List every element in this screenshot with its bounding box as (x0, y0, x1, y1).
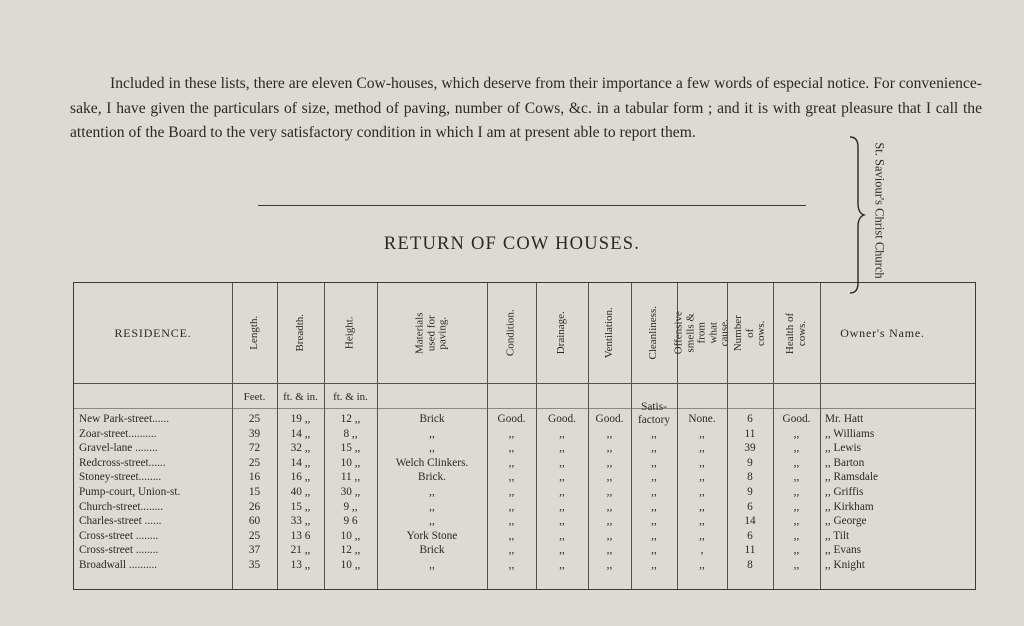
header-breadth (277, 283, 324, 383)
unit-breadth: ft. & in. (283, 391, 318, 403)
cell-residence: Cross-street ........ (79, 544, 159, 557)
cell-materials: Brick. (418, 471, 446, 484)
cell-number: 6 (747, 413, 753, 425)
brace-icon (846, 135, 866, 295)
cell-owner: ,, Lewis (825, 442, 862, 455)
cell-offensive: None. (688, 413, 716, 425)
cell-cleanliness: ,, (651, 500, 657, 513)
header-health-label: Health of cows. (783, 312, 808, 354)
cell-cleanliness: ,, (651, 486, 657, 498)
cell-height: 9 6 (343, 515, 358, 528)
cell-length: 35 (248, 559, 261, 571)
cell-condition: ,, (508, 486, 515, 498)
header-condition-label: Condition. (504, 309, 517, 357)
cell-health: ,, (793, 500, 800, 513)
cell-drainage: ,, (559, 442, 565, 455)
header-breadth-label: Breadth. (293, 314, 306, 352)
cell-owner: ,, Barton (825, 456, 865, 469)
cell-health: ,, (793, 559, 800, 571)
header-ventilation-label: Ventilation. (602, 307, 615, 359)
cell-health: ,, (793, 486, 800, 498)
cell-offensive: ,, (699, 442, 705, 455)
cell-breadth: 13 ,, (290, 559, 311, 571)
cell-owner: ,, Williams (825, 427, 875, 440)
cell-breadth: 32 ,, (290, 442, 311, 455)
cell-materials: Brick (419, 544, 445, 557)
cell-offensive: ,, (699, 515, 705, 528)
header-offensive-label: Offensive smells & from what cause. (672, 311, 731, 355)
header-height-label: Height. (343, 316, 356, 350)
cell-owner: ,, Griffis (825, 486, 864, 498)
unit-rule (74, 408, 975, 409)
cell-owner: ,, Kirkham (825, 500, 874, 513)
header-residence (74, 283, 232, 383)
cell-number: 8 (747, 559, 753, 571)
cell-number: 14 (744, 515, 756, 528)
cell-breadth: 14 ,, (290, 427, 311, 440)
cell-height: 10 ,, (340, 529, 361, 542)
cell-condition: ,, (508, 427, 515, 440)
cell-offensive: ,, (699, 456, 705, 469)
cell-ventilation: ,, (606, 515, 613, 528)
cell-breadth: 33 ,, (290, 515, 311, 528)
cell-number: 11 (744, 544, 756, 557)
cell-length: 25 (248, 456, 261, 469)
cell-materials: ,, (429, 559, 435, 571)
cell-health: ,, (793, 471, 800, 484)
cell-length: 15 (248, 486, 261, 498)
cell-drainage: ,, (559, 544, 565, 557)
cell-condition: ,, (508, 515, 515, 528)
cow-houses-table (73, 282, 976, 590)
cell-drainage: Good. (548, 413, 576, 425)
section-divider (258, 205, 806, 206)
cell-drainage: ,, (559, 529, 565, 542)
header-owner (820, 283, 975, 383)
cell-condition: Good. (497, 413, 526, 425)
cell-owner: Mr. Hatt (825, 413, 864, 425)
cell-cleanliness: ,, (651, 442, 657, 455)
cell-height: 12 ,, (340, 413, 361, 425)
cell-materials: ,, (429, 427, 435, 440)
cell-materials: ,, (429, 500, 435, 513)
header-condition (487, 283, 536, 383)
cell-cleanliness: ,, (651, 427, 657, 440)
cell-offensive: , (700, 544, 704, 557)
cell-ventilation: ,, (606, 529, 613, 542)
cell-condition: ,, (508, 529, 515, 542)
header-offensive (672, 283, 731, 383)
cell-cleanliness: ,, (651, 471, 657, 484)
cell-ventilation: ,, (606, 544, 613, 557)
cell-drainage: ,, (559, 515, 565, 528)
cell-health: ,, (793, 529, 800, 542)
cell-drainage: ,, (559, 500, 565, 513)
cell-condition: ,, (508, 471, 515, 484)
cell-condition: ,, (508, 500, 515, 513)
cell-drainage: ,, (559, 559, 565, 571)
header-length-label: Length. (247, 316, 260, 350)
header-height (324, 283, 377, 383)
cell-number: 6 (747, 529, 753, 542)
cell-materials: ,, (429, 442, 435, 455)
cell-offensive: ,, (699, 529, 705, 542)
cell-offensive: ,, (699, 500, 705, 513)
unit-height: ft. & in. (333, 391, 368, 403)
cell-condition: ,, (508, 442, 515, 455)
cell-condition: ,, (508, 544, 515, 557)
cell-cleanliness: ,, (651, 544, 657, 557)
cell-condition: ,, (508, 559, 515, 571)
cell-height: 30 ,, (340, 486, 361, 498)
header-materials-label: Materials used for paving. (413, 312, 449, 354)
cell-cleanliness: ,, (651, 529, 657, 542)
header-ventilation (588, 283, 631, 383)
cell-residence: Stoney-street........ (79, 471, 162, 484)
cell-offensive: ,, (699, 471, 705, 484)
header-health (773, 283, 820, 383)
cell-ventilation: Good. (595, 413, 624, 425)
header-length (232, 283, 277, 383)
cell-breadth: 21 ,, (290, 544, 311, 557)
cell-owner: ,, Evans (825, 544, 862, 557)
cell-condition: ,, (508, 456, 515, 469)
cell-height: 9 ,, (343, 500, 358, 513)
cell-cleanliness: ,, (651, 456, 657, 469)
cell-ventilation: ,, (606, 442, 613, 455)
parish-label-box (866, 125, 892, 295)
header-drainage-label: Drainage. (555, 311, 568, 355)
cell-drainage: ,, (559, 471, 565, 484)
cell-residence: Church-street........ (79, 500, 164, 513)
cell-ventilation: ,, (606, 456, 613, 469)
cell-cleanliness: ,, (651, 559, 657, 571)
cell-height: 10 ,, (340, 559, 361, 571)
cell-offensive: ,, (699, 427, 705, 440)
header-owner-label: Owner's Name. (840, 325, 925, 340)
unit-length: Feet. (243, 391, 266, 403)
cell-height: 11 ,, (340, 471, 361, 484)
cell-number: 11 (744, 427, 756, 440)
cell-length: 25 (248, 413, 261, 425)
header-cleanliness-label: Cleanliness. (647, 306, 660, 360)
cell-length: 16 (248, 471, 261, 484)
cell-number: 9 (747, 456, 753, 469)
cell-ventilation: ,, (606, 427, 613, 440)
cell-residence: Charles-street ...... (79, 515, 162, 528)
cell-length: 72 (248, 442, 261, 455)
cell-ventilation: ,, (606, 486, 613, 498)
parish-label: St. Saviour's Christ Church (872, 141, 887, 279)
cell-offensive: ,, (699, 486, 705, 498)
cell-residence: Gravel-lane ........ (79, 442, 158, 455)
cell-residence: Broadwall .......... (79, 559, 158, 571)
cell-breadth: 13 6 (290, 529, 311, 542)
cell-residence: Zoar-street.......... (79, 427, 157, 440)
cell-residence: Pump-court, Union-st. (79, 486, 181, 498)
header-residence-label: RESIDENCE. (114, 325, 192, 340)
cell-height: 10 ,, (340, 456, 361, 469)
cell-number: 8 (747, 471, 753, 484)
cell-owner: ,, Knight (825, 559, 865, 571)
intro-text: Included in these lists, there are eleven Cow-houses, which deserve from their importance a few words of especial notice. For convenience-sake, I have given the particulars of size, method of paving, number of Cows, &c. in a tabular form ; and it is with great pleasure that I call the attention of the Board to the very satisfactory condition in which I am at present able to report them. (70, 75, 982, 141)
cell-drainage: ,, (559, 486, 565, 498)
cell-residence: New Park-street...... (79, 413, 170, 425)
cell-breadth: 40 ,, (290, 486, 311, 498)
header-rule (74, 383, 975, 384)
header-materials (377, 283, 487, 383)
cell-ventilation: ,, (606, 471, 613, 484)
cell-height: 12 ,, (340, 544, 361, 557)
header-cleanliness (631, 283, 677, 383)
cell-breadth: 15 ,, (290, 500, 311, 513)
cell-ventilation: ,, (606, 559, 613, 571)
cell-materials: York Stone (406, 529, 458, 542)
cell-length: 26 (248, 500, 261, 513)
cell-ventilation: ,, (606, 500, 613, 513)
cell-materials: Brick (419, 413, 445, 425)
cell-breadth: 16 ,, (290, 471, 311, 484)
cell-length: 39 (248, 427, 261, 440)
cell-materials: ,, (429, 515, 435, 528)
cell-number: 6 (747, 500, 753, 513)
header-number-label: Number of cows. (731, 314, 767, 352)
header-drainage (536, 283, 588, 383)
cell-health: ,, (793, 456, 800, 469)
cell-offensive: ,, (699, 559, 705, 571)
cell-residence: Cross-street ........ (79, 529, 159, 542)
cell-health: Good. (782, 413, 811, 425)
cell-owner: ,, George (825, 515, 867, 528)
cell-breadth: 14 ,, (290, 456, 311, 469)
cell-drainage: ,, (559, 456, 565, 469)
cell-drainage: ,, (559, 427, 565, 440)
cell-health: ,, (793, 442, 800, 455)
cell-health: ,, (793, 427, 800, 440)
cell-length: 60 (248, 515, 261, 528)
cell-health: ,, (793, 515, 800, 528)
cell-residence: Redcross-street...... (79, 456, 166, 469)
header-number (727, 283, 773, 383)
table-title: RETURN OF COW HOUSES. (383, 234, 641, 254)
cell-number: 9 (747, 486, 753, 498)
cell-materials: Welch Clinkers. (395, 456, 469, 469)
cell-health: ,, (793, 544, 800, 557)
cell-cleanliness: ,, (651, 515, 657, 528)
cell-breadth: 19 ,, (290, 413, 311, 425)
cell-cleanliness: Satis- factory (638, 401, 670, 426)
cell-height: 15 ,, (340, 442, 361, 455)
cell-height: 8 ,, (343, 427, 358, 440)
cell-materials: ,, (429, 486, 435, 498)
cell-owner: ,, Tilt (825, 529, 850, 542)
cell-length: 37 (248, 544, 261, 557)
cell-owner: ,, Ramsdale (825, 471, 879, 484)
cell-length: 25 (248, 529, 261, 542)
cell-number: 39 (744, 442, 756, 455)
